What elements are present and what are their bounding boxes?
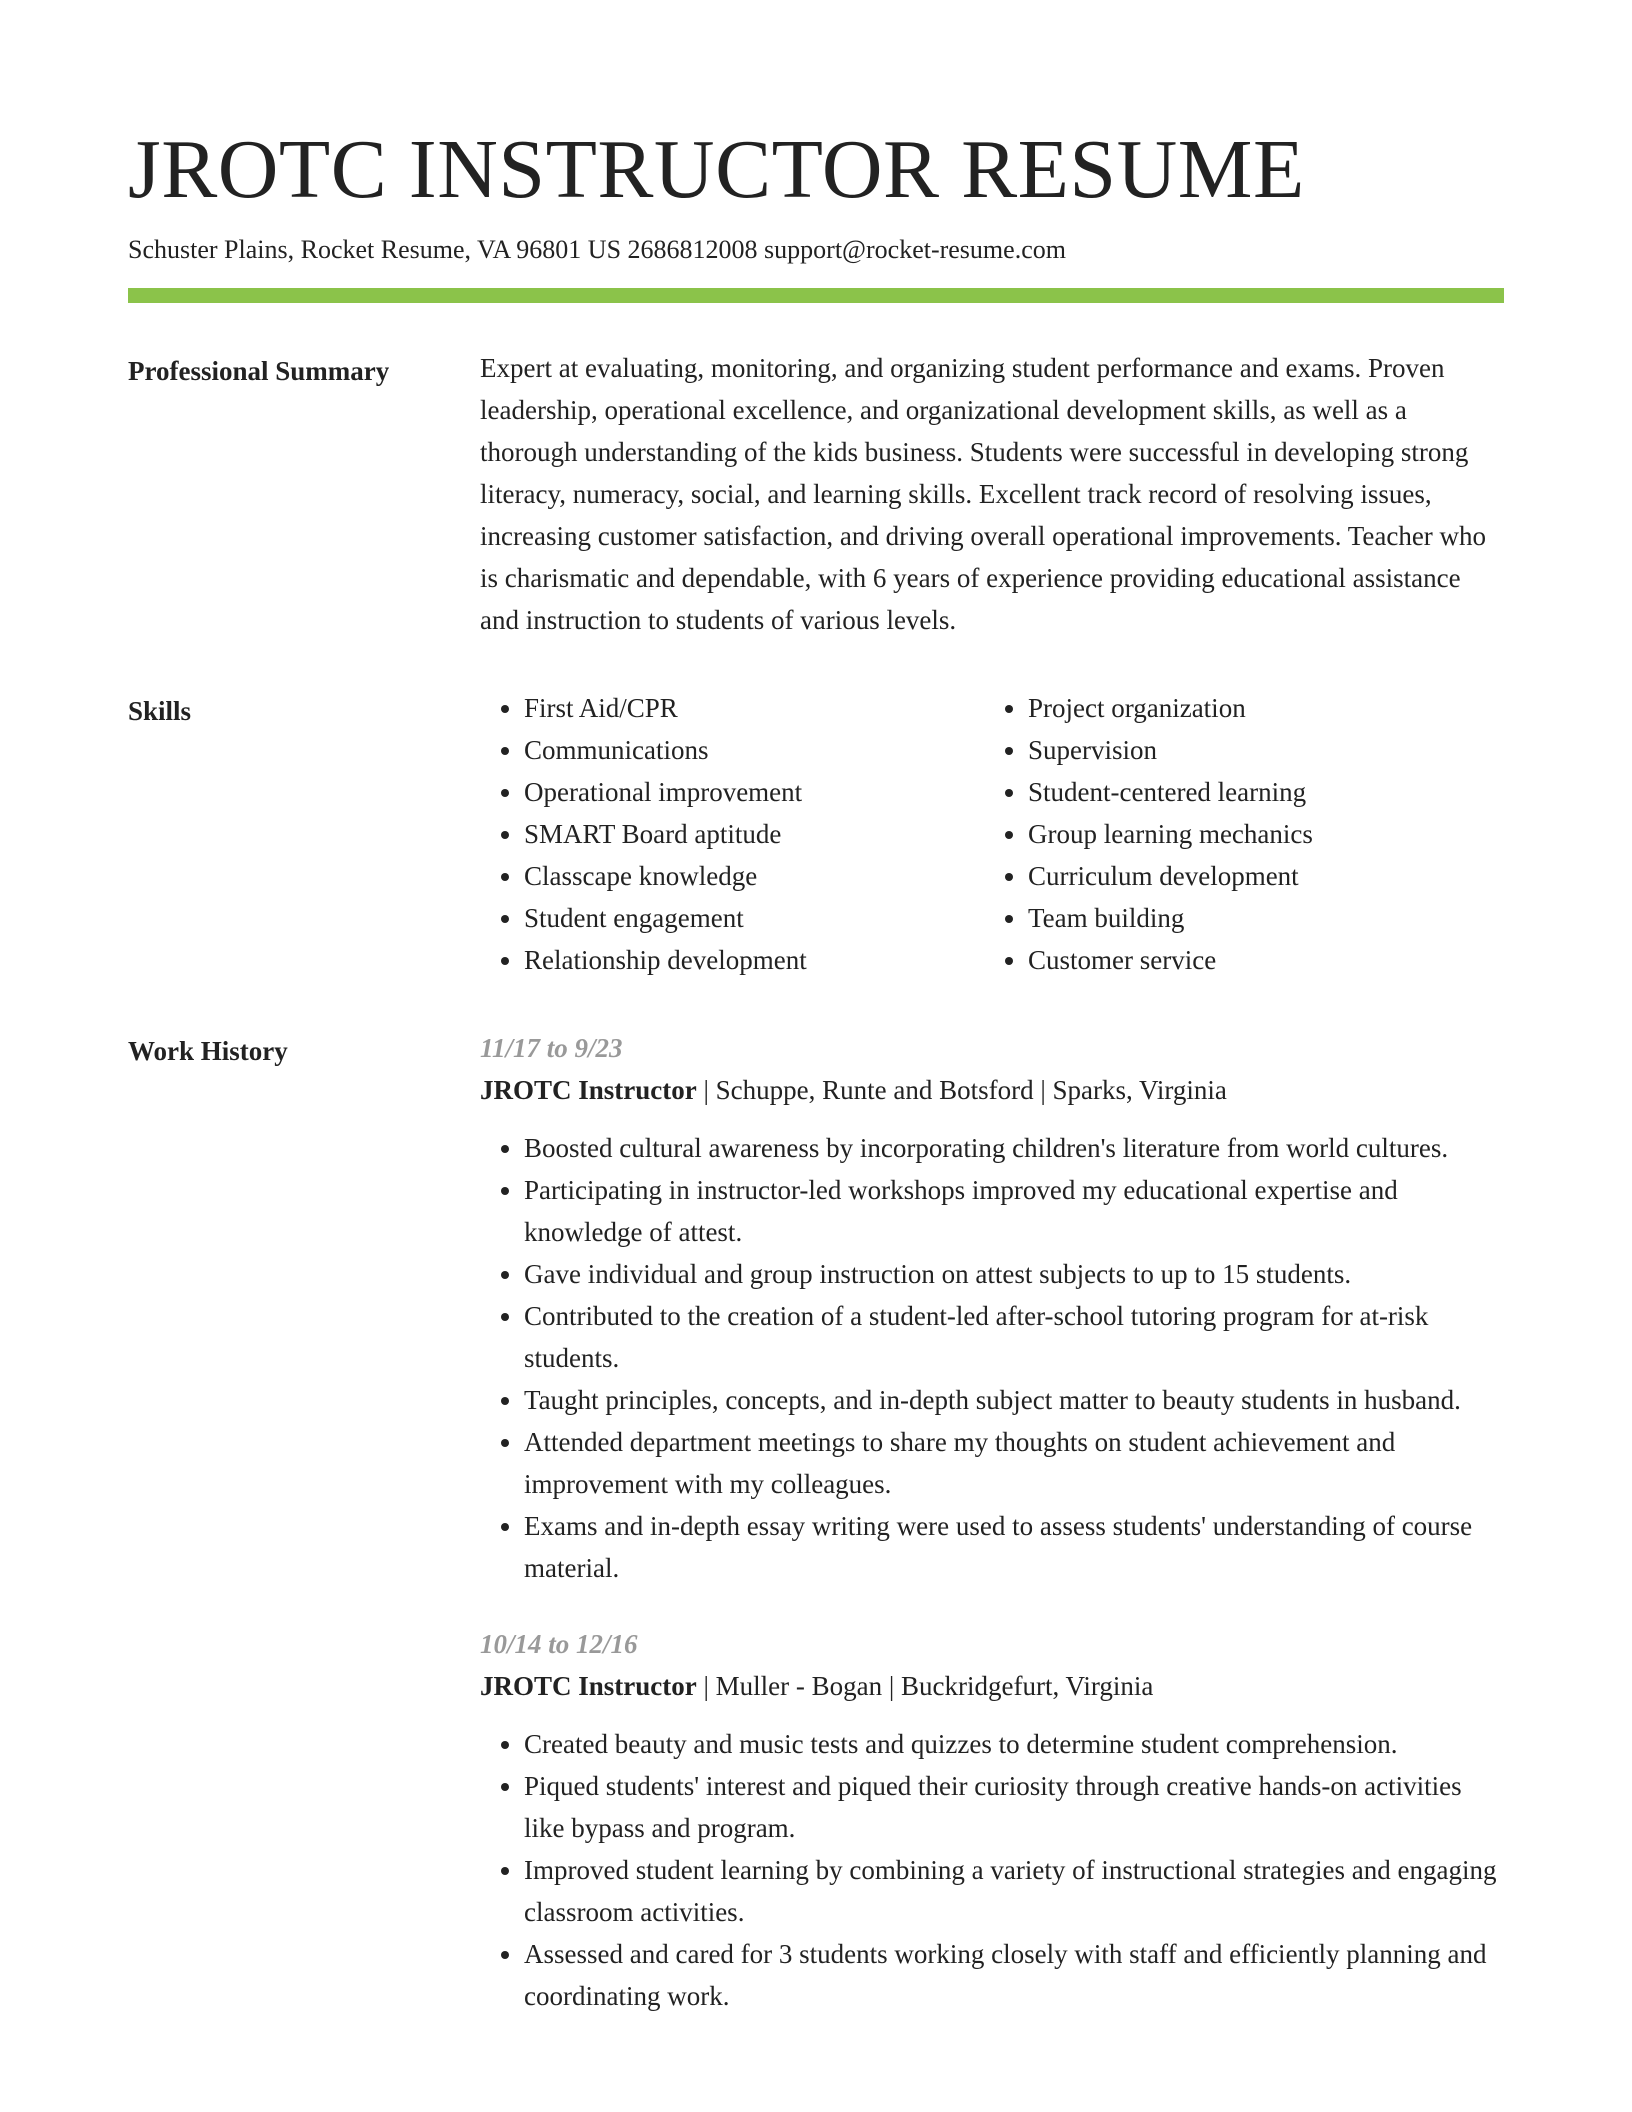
job-bullets [480, 1127, 1504, 1589]
skill-item: • Curriculum development [1028, 855, 1488, 897]
job-entry [480, 1623, 1504, 2017]
contact-line: Schuster Plains, Rocket Resume, VA 96801 US 2686812008 support@rocket-resume.com [128, 235, 1066, 264]
resume-title: JROTC INSTRUCTOR RESUME [128, 123, 1305, 216]
summary-body [480, 355, 1504, 641]
skills-list-left [480, 687, 984, 981]
skill-item: • Group learning mechanics [1028, 813, 1488, 855]
skills-list-right [984, 687, 1488, 981]
skill-item: • Relationship development [524, 939, 984, 981]
skill-item: • First Aid/CPR [524, 687, 984, 729]
job-separator: | [882, 1671, 902, 1701]
resume-page [128, 120, 1504, 2017]
job-bullet: • Piqued students' interest and piqued their curiosity through creative hands-on activities like bypass and program. [524, 1765, 1504, 1849]
summary-text: Expert at evaluating, monitoring, and organizing student performance and exams. Proven leadership, operational excellence, and organizational development skills, as well as a thorough understanding of the kids business. Students were successful in developing strong literacy, numeracy, social, and learning skills. Excellent track record of resolving issues, increasing customer satisfaction, and driving overall operational improvements. Teacher who is charismatic and dependable, with 6 years of experience providing educational assistance and instruction to students of various levels. [480, 353, 1487, 635]
job-title: JROTC Instructor [480, 1075, 697, 1105]
skill-item: • Customer service [1028, 939, 1488, 981]
skills-heading: Skills [128, 696, 192, 726]
work-history-section [128, 1035, 1504, 2017]
skill-item: • Project organization [1028, 687, 1488, 729]
job-separator: | [1033, 1075, 1053, 1105]
job-location: Sparks, Virginia [1052, 1075, 1227, 1105]
skill-item: • Student engagement [524, 897, 984, 939]
job-bullet: • Taught principles, concepts, and in-depth subject matter to beauty students in husband. [524, 1379, 1504, 1421]
job-bullet: • Exams and in-depth essay writing were used to assess students' understanding of course material. [524, 1505, 1504, 1589]
job-dates: 11/17 to 9/23 [480, 1033, 623, 1063]
skill-item: • SMART Board aptitude [524, 813, 984, 855]
skills-body [480, 687, 1504, 981]
job-location: Buckridgefurt, Virginia [901, 1671, 1154, 1701]
job-bullet: • Gave individual and group instruction on attest subjects to up to 15 students. [524, 1253, 1504, 1295]
job-entry [480, 1027, 1504, 1589]
work-history-heading: Work History [128, 1036, 288, 1066]
skill-item: • Student-centered learning [1028, 771, 1488, 813]
work-history-body [480, 1035, 1504, 2017]
job-bullet: • Participating in instructor-led workshops improved my educational expertise and knowledge of attest. [524, 1169, 1504, 1253]
job-company: Muller - Bogan [715, 1671, 883, 1701]
job-bullets [480, 1723, 1504, 2017]
skill-item: • Classcape knowledge [524, 855, 984, 897]
summary-heading: Professional Summary [128, 356, 390, 386]
job-bullet: • Contributed to the creation of a student-led after-school tutoring program for at-risk students. [524, 1295, 1504, 1379]
job-bullet: • Created beauty and music tests and quizzes to determine student comprehension. [524, 1723, 1504, 1765]
skill-item: • Operational improvement [524, 771, 984, 813]
job-separator: | [696, 1671, 716, 1701]
job-bullet: • Improved student learning by combining a variety of instructional strategies and engaging classroom activities. [524, 1849, 1504, 1933]
skill-item: • Communications [524, 729, 984, 771]
job-separator: | [696, 1075, 716, 1105]
job-header [480, 1665, 1504, 1707]
accent-divider [128, 288, 1504, 303]
job-dates: 10/14 to 12/16 [480, 1629, 638, 1659]
job-header [480, 1069, 1504, 1111]
job-bullet: • Attended department meetings to share my thoughts on student achievement and improvement with my colleagues. [524, 1421, 1504, 1505]
summary-section [128, 355, 1504, 641]
job-bullet: • Boosted cultural awareness by incorporating children's literature from world cultures. [524, 1127, 1504, 1169]
job-company: Schuppe, Runte and Botsford [715, 1075, 1034, 1105]
job-title: JROTC Instructor [480, 1671, 697, 1701]
skill-item: • Team building [1028, 897, 1488, 939]
skill-item: • Supervision [1028, 729, 1488, 771]
skills-section [128, 695, 1504, 981]
job-bullet: • Assessed and cared for 3 students working closely with staff and efficiently planning and coordinating work. [524, 1933, 1504, 2017]
